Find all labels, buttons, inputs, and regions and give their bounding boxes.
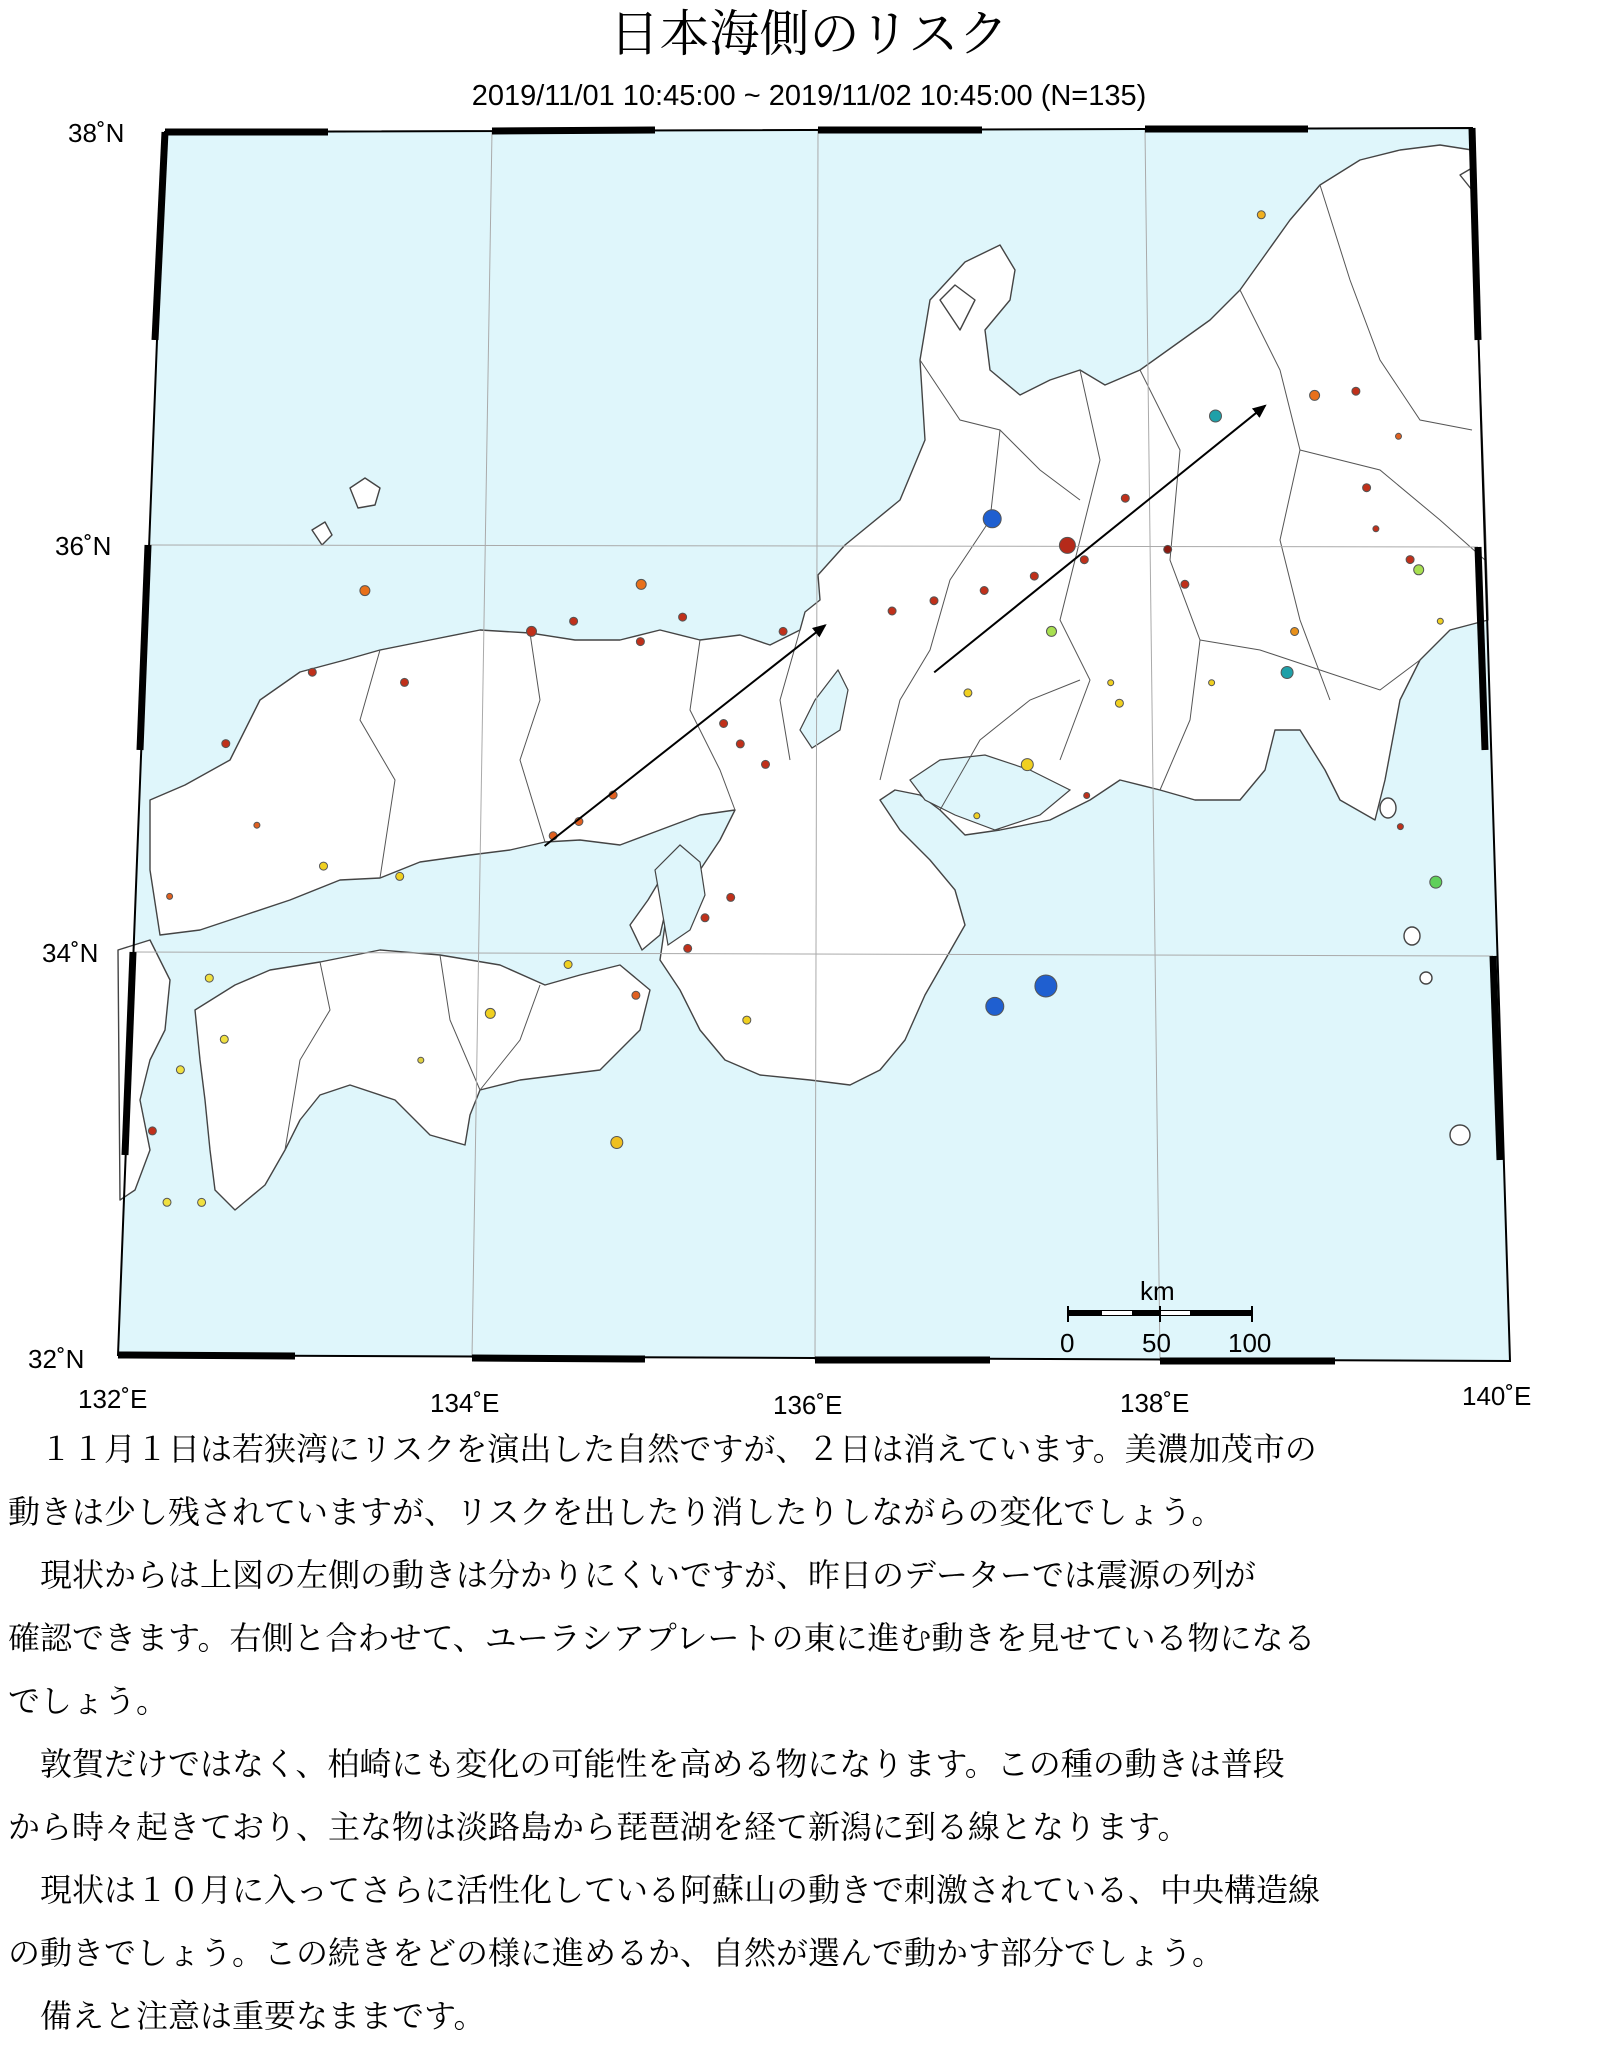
epicenter-marker xyxy=(611,1137,623,1149)
epicenter-marker xyxy=(163,1198,171,1206)
epicenter-marker xyxy=(527,626,537,636)
epicenter-marker xyxy=(148,1127,156,1135)
epicenter-marker xyxy=(1396,433,1402,439)
epicenter-marker xyxy=(198,1198,206,1206)
lon-tick-label: 136˚E xyxy=(773,1390,843,1420)
epicenter-marker xyxy=(1021,759,1033,771)
epicenter-marker xyxy=(1363,484,1371,492)
epicenter-marker xyxy=(636,638,644,646)
epicenter-marker xyxy=(308,668,316,676)
epicenter-marker xyxy=(1352,387,1360,395)
scale-bar-label: 0 xyxy=(1060,1328,1075,1358)
page-title: 日本海側のリスク xyxy=(609,5,1009,63)
epicenter-marker xyxy=(360,586,370,596)
epicenter-marker xyxy=(1397,824,1403,830)
scale-bar-label: 50 xyxy=(1142,1328,1171,1358)
epicenter-marker xyxy=(1059,537,1075,553)
epicenter-marker xyxy=(320,862,328,870)
scale-bar-label: 100 xyxy=(1228,1328,1272,1358)
epicenter-marker xyxy=(1115,699,1123,707)
epicenter-marker xyxy=(743,1016,751,1024)
epicenter-marker xyxy=(1035,975,1057,997)
lon-tick-label: 138˚E xyxy=(1120,1388,1190,1418)
epicenter-marker xyxy=(720,720,728,728)
commentary-line: １１月１日は若狭湾にリスクを演出した自然ですが、２日は消えています。美濃加茂市の xyxy=(8,1430,1317,1468)
epicenter-marker xyxy=(570,617,578,625)
commentary xyxy=(8,1418,1612,2048)
epicenter-marker xyxy=(1310,390,1320,400)
commentary-line: 敦賀だけではなく、柏崎にも変化の可能性を高める物になります。この種の動きは普段 xyxy=(8,1745,1285,1783)
epicenter-marker xyxy=(636,579,646,589)
epicenter-marker xyxy=(1181,580,1189,588)
epicenter-marker xyxy=(1281,667,1293,679)
epicenter-marker xyxy=(1414,565,1424,575)
lon-tick-label: 140˚E xyxy=(1462,1381,1532,1411)
lat-tick-label: 32˚N xyxy=(28,1344,85,1374)
epicenter-marker xyxy=(1406,556,1414,564)
commentary-line: でしょう。 xyxy=(8,1682,169,1720)
epicenter-marker xyxy=(1047,626,1057,636)
epicenter-marker xyxy=(888,607,896,615)
lon-tick-label: 132˚E xyxy=(78,1384,148,1414)
lat-tick-label: 36˚N xyxy=(55,531,112,561)
epicenter-marker xyxy=(762,760,770,768)
epicenter-marker xyxy=(1210,410,1222,422)
commentary-line: 現状は１０月に入ってさらに活性化している阿蘇山の動きで刺激されている、中央構造線 xyxy=(8,1871,1321,1909)
epicenter-marker xyxy=(1257,211,1265,219)
epicenter-marker xyxy=(1084,793,1090,799)
epicenter-marker xyxy=(1209,680,1215,686)
epicenter-marker xyxy=(205,974,213,982)
epicenter-marker xyxy=(1437,618,1443,624)
commentary-line: 現状からは上図の左側の動きは分かりにくいですが、昨日のデーターでは震源の列が xyxy=(8,1556,1257,1594)
epicenter-marker xyxy=(401,678,409,686)
lat-tick-label: 38˚N xyxy=(68,118,125,148)
commentary-line: 確認できます。右側と合わせて、ユーラシアプレートの東に進む動きを見せている物になる xyxy=(8,1619,1316,1657)
epicenter-marker xyxy=(1080,556,1088,564)
epicenter-marker xyxy=(1430,876,1442,888)
epicenter-marker xyxy=(930,597,938,605)
commentary-line: 動きは少し残されていますが、リスクを出したり消したりしながらの変化でしょう。 xyxy=(8,1493,1224,1531)
lon-tick-label: 134˚E xyxy=(430,1388,500,1418)
epicenter-marker xyxy=(701,914,709,922)
epicenter-marker xyxy=(1164,545,1172,553)
epicenter-marker xyxy=(980,587,988,595)
epicenter-marker xyxy=(396,872,404,880)
epicenter-marker xyxy=(254,822,260,828)
epicenter-marker xyxy=(779,627,787,635)
lat-tick-label: 34˚N xyxy=(42,938,99,968)
epicenter-marker xyxy=(632,991,640,999)
epicenter-marker xyxy=(485,1008,495,1018)
epicenter-marker xyxy=(222,740,230,748)
epicenter-marker xyxy=(736,740,744,748)
epicenter-marker xyxy=(964,689,972,697)
epicenter-marker xyxy=(1291,628,1299,636)
epicenter-marker xyxy=(974,813,980,819)
epicenter-marker xyxy=(684,944,692,952)
map-date-range: 2019/11/01 10:45:00 ~ 2019/11/02 10:45:00 (N=135) xyxy=(471,80,1147,112)
commentary-line: の動きでしょう。この続きをどの様に進めるか、自然が選んで動かす部分でしょう。 xyxy=(8,1934,1225,1972)
epicenter-marker xyxy=(679,613,687,621)
scale-bar-unit: km xyxy=(1140,1276,1175,1306)
epicenter-marker xyxy=(564,961,572,969)
epicenter-marker xyxy=(983,510,1001,528)
epicenter-marker xyxy=(1030,572,1038,580)
epicenter-marker xyxy=(986,997,1004,1015)
epicenter-marker xyxy=(727,893,735,901)
epicenter-marker xyxy=(418,1057,424,1063)
epicenter-marker xyxy=(220,1035,228,1043)
epicenter-marker xyxy=(176,1066,184,1074)
epicenter-marker xyxy=(1108,680,1114,686)
epicenter-marker xyxy=(1121,494,1129,502)
epicenter-marker xyxy=(1373,526,1379,532)
commentary-line: から時々起きており、主な物は淡路島から琵琶湖を経て新潟に到る線となります。 xyxy=(8,1808,1190,1846)
epicenter-marker xyxy=(167,893,173,899)
commentary-line: 備えと注意は重要なままです。 xyxy=(8,1997,486,2035)
